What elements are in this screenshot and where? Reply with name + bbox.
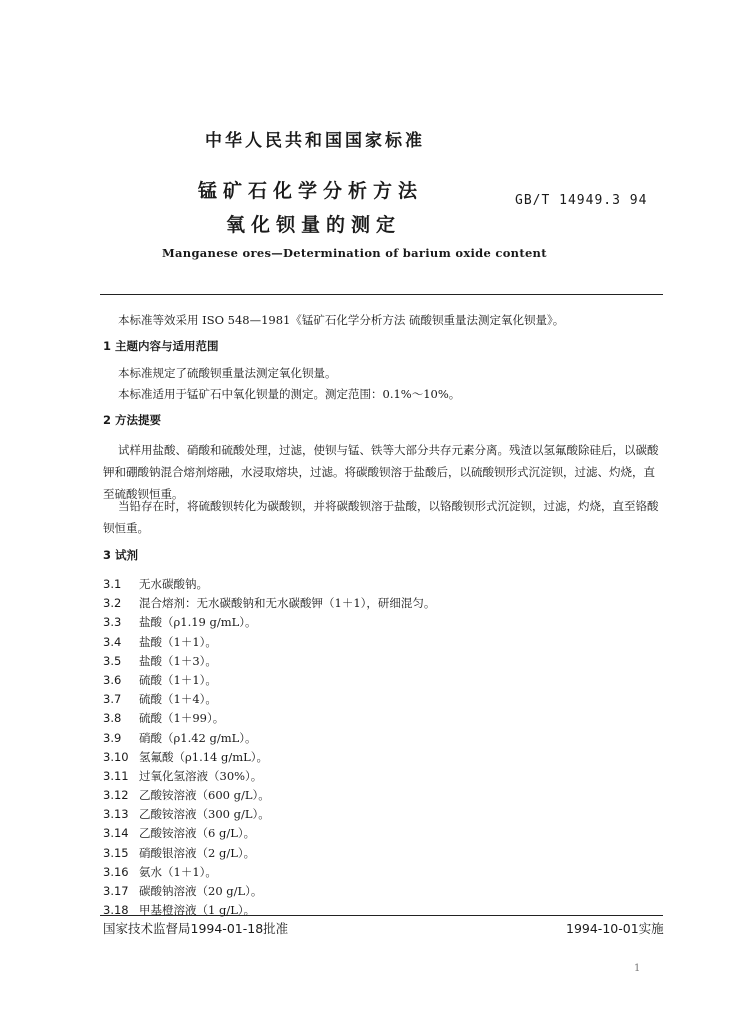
standard-code: GB/T 14949.3 94 (515, 193, 648, 208)
reagent-text: 盐酸（1＋1）。 (139, 634, 217, 649)
reagent-text: 硫酸（1＋99）。 (139, 711, 225, 726)
reagent-text: 氨水（1＋1）。 (139, 864, 217, 879)
reagent-number: 3.11 (103, 768, 129, 783)
reagent-number: 3.10 (103, 749, 129, 764)
list-item (103, 844, 435, 863)
list-item (103, 748, 435, 767)
reagent-number: 3.8 (103, 711, 122, 726)
list-item (103, 594, 435, 613)
reagent-number: 3.6 (103, 672, 122, 687)
reagent-text: 过氧化氢溶液（30%）。 (139, 768, 263, 783)
reagent-text: 乙酸铵溶液（300 g/L）。 (139, 807, 270, 822)
reagent-text: 碳酸钠溶液（20 g/L）。 (139, 884, 263, 898)
list-item (103, 824, 435, 843)
reagent-text: 乙酸铵溶液（6 g/L）。 (139, 826, 256, 841)
reagent-number: 3.3 (103, 615, 122, 630)
reagent-list (103, 575, 435, 920)
reagent-number: 3.15 (103, 845, 129, 860)
reagent-number: 3.17 (103, 884, 129, 898)
list-item (103, 652, 435, 671)
list-item (103, 767, 435, 786)
reagent-text: 硝酸（ρ1.42 g/mL）。 (139, 730, 257, 745)
section-3-heading: 3 试剂 (103, 548, 139, 562)
reagent-text: 混合熔剂：无水碳酸钠和无水碳酸钾（1＋1），研细混匀。 (139, 596, 436, 611)
reagent-number: 3.4 (103, 634, 122, 649)
list-item (103, 613, 435, 632)
reagent-text: 硫酸（1＋4）。 (139, 692, 217, 707)
reagent-number: 3.1 (103, 577, 122, 591)
section-2-heading: 2 方法提要 (103, 413, 162, 427)
section-1-heading: 1 主题内容与适用范围 (103, 339, 219, 353)
reagent-number: 3.2 (103, 596, 122, 611)
list-item (103, 882, 435, 901)
list-item (103, 805, 435, 824)
list-item (103, 729, 435, 748)
header-divider (100, 294, 663, 295)
english-title: Manganese ores—Determination of barium oxide content (162, 246, 547, 260)
reagent-text: 氢氟酸（ρ1.14 g/mL）。 (139, 749, 269, 764)
reagent-text: 乙酸铵溶液（600 g/L）。 (139, 788, 270, 803)
approval-statement: 国家技术监督局1994-01-18批准 (103, 921, 289, 936)
list-item (103, 671, 435, 690)
reagent-text: 硫酸（1＋1）。 (139, 672, 217, 687)
footer-divider (100, 915, 663, 916)
method-paragraph-2: 当铅存在时，将硫酸钡转化为碳酸钡，并将碳酸钡溶于盐酸，以铬酸钡形式沉淀钡，过滤，灼烧，直至铬酸钡恒重。 (103, 499, 659, 535)
list-item (103, 901, 435, 920)
method-paragraph-1: 试样用盐酸、硝酸和硫酸处理，过滤，使钡与锰、铁等大部分共存元素分离。残渣以氢氟酸除硅后，以碳酸钾和硼酸钠混合熔剂熔融，水浸取熔块，过滤。将碳酸钡溶于盐酸后，以硫酸钡形式沉淀钡，过滤、灼烧，直至硫酸钡恒重。 (103, 443, 659, 501)
adoption-statement: 本标准等效采用 ISO 548—1981《锰矿石化学分析方法 硫酸钡重量法测定氧化钡量》。 (118, 313, 565, 327)
reagent-number: 3.9 (103, 730, 122, 745)
reagent-number: 3.14 (103, 826, 129, 841)
reagent-text: 硝酸银溶液（2 g/L）。 (139, 845, 256, 860)
scope-line-1: 本标准规定了硫酸钡重量法测定氧化钡量。 (118, 366, 337, 380)
reagent-number: 3.16 (103, 864, 129, 879)
list-item (103, 575, 435, 594)
reagent-text: 无水碳酸钠。 (139, 577, 208, 591)
list-item (103, 690, 435, 709)
reagent-number: 3.5 (103, 653, 122, 668)
effective-date: 1994-10-01实施 (566, 921, 664, 936)
page-number: 1 (634, 963, 641, 974)
reagent-text: 盐酸（ρ1.19 g/mL）。 (139, 615, 257, 630)
reagent-text: 盐酸（1＋3）。 (139, 653, 217, 668)
list-item (103, 709, 435, 728)
reagent-number: 3.7 (103, 692, 122, 707)
scope-line-2: 本标准适用于锰矿石中氧化钡量的测定。测定范围：0.1%～10%。 (118, 387, 461, 401)
list-item (103, 786, 435, 805)
reagent-number: 3.12 (103, 788, 129, 803)
reagent-number: 3.18 (103, 903, 129, 918)
list-item (103, 863, 435, 882)
national-standard-heading: 中华人民共和国国家标准 (205, 131, 425, 151)
document-title-line-2: 氧化钡量的测定 (226, 214, 402, 236)
reagent-text: 甲基橙溶液（1 g/L）。 (139, 903, 256, 918)
reagent-number: 3.13 (103, 807, 129, 822)
list-item (103, 633, 435, 652)
document-title-line-1: 锰矿石化学分析方法 (198, 180, 424, 202)
